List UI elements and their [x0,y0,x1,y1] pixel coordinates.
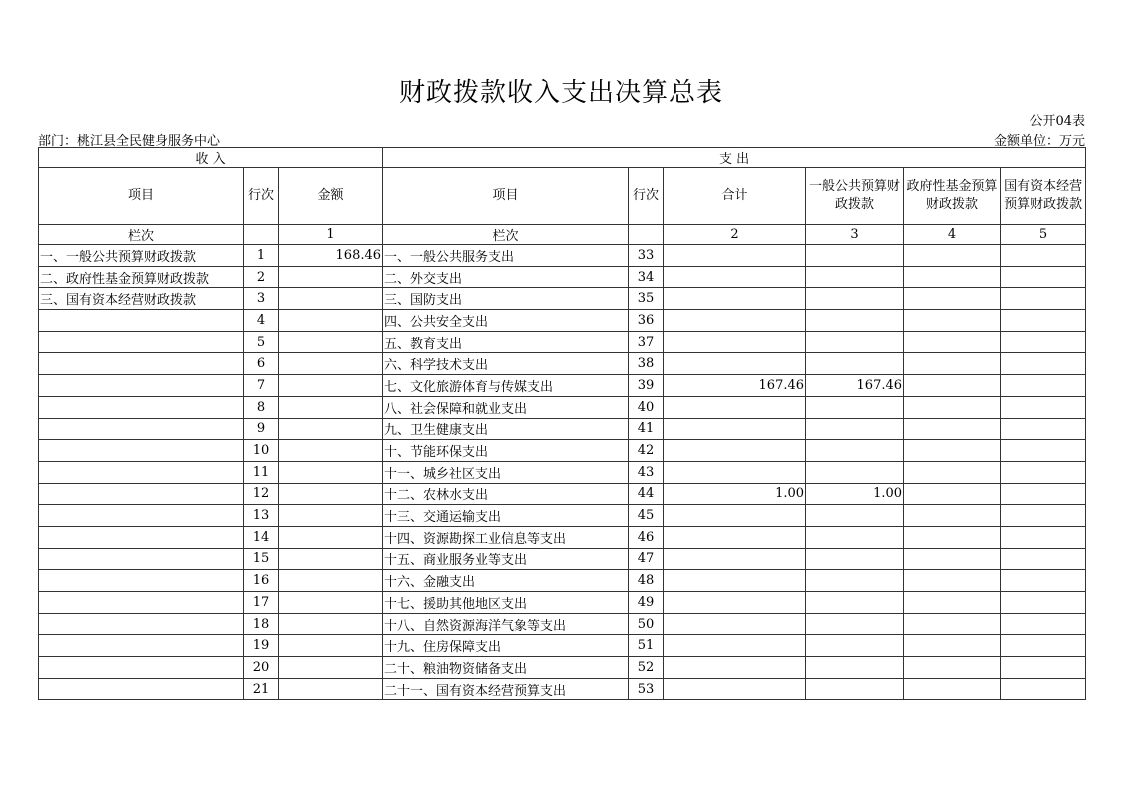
column-number-4: 4 [904,225,1001,245]
state-capital-cell [1001,635,1086,657]
total-cell [664,396,806,418]
page-title: 财政拨款收入支出决算总表 [398,78,723,108]
income-amount-cell [279,266,383,288]
state-capital-header: 国有资本经营预算财政拨款 [1001,168,1086,225]
general-budget-cell [806,592,904,614]
table-row [39,375,1086,397]
table-row [39,440,1086,462]
total-cell [664,245,806,267]
total-cell [664,657,806,679]
state-capital-cell [1001,396,1086,418]
state-capital-cell [1001,678,1086,700]
fund-budget-cell [904,526,1001,548]
general-budget-cell [806,266,904,288]
column-number-1: 1 [279,225,383,245]
total-cell [664,570,806,592]
table-row [39,657,1086,679]
table-row [39,505,1086,527]
income-amount-cell [279,418,383,440]
fund-budget-cell [904,418,1001,440]
income-rowno-cell: 19 [244,635,279,657]
state-capital-cell [1001,505,1086,527]
income-rowno-cell: 12 [244,483,279,505]
income-item-cell [39,657,244,679]
income-item-cell [39,483,244,505]
table-row [39,353,1086,375]
expense-rowno-cell: 48 [629,570,664,592]
income-amount-cell: 168.46 [279,245,383,267]
table-row [39,461,1086,483]
total-cell [664,310,806,332]
fund-budget-cell [904,505,1001,527]
total-cell [664,592,806,614]
general-budget-cell [806,461,904,483]
state-capital-cell [1001,440,1086,462]
table-row [39,396,1086,418]
expense-item-cell: 十九、住房保障支出 [383,635,629,657]
fund-budget-cell [904,657,1001,679]
income-header: 收 入 [39,148,383,168]
fund-budget-cell [904,548,1001,570]
fund-budget-cell [904,396,1001,418]
expense-item-cell: 八、社会保障和就业支出 [383,396,629,418]
fund-budget-cell [904,678,1001,700]
expense-item-cell: 九、卫生健康支出 [383,418,629,440]
general-budget-cell: 1.00 [806,483,904,505]
state-capital-cell [1001,266,1086,288]
general-budget-cell [806,657,904,679]
income-item-cell [39,310,244,332]
income-amount-cell [279,483,383,505]
income-rowno-cell: 15 [244,548,279,570]
table-row [39,245,1086,267]
general-budget-cell [806,310,904,332]
fund-budget-cell [904,570,1001,592]
table-row [39,288,1086,310]
column-label-2: 栏次 [383,225,629,245]
column-number-2: 2 [664,225,806,245]
state-capital-cell [1001,526,1086,548]
header-row-columns [39,168,1086,225]
income-item-cell: 一、一般公共预算财政拨款 [39,245,244,267]
fund-budget-cell [904,331,1001,353]
income-item-cell [39,526,244,548]
fund-budget-cell [904,266,1001,288]
total-cell [664,288,806,310]
general-budget-cell [806,288,904,310]
total-header: 合计 [664,168,806,225]
general-budget-cell [806,570,904,592]
income-item-cell [39,548,244,570]
income-rowno-cell: 10 [244,440,279,462]
total-cell [664,266,806,288]
income-item-cell [39,461,244,483]
expense-rowno-cell: 38 [629,353,664,375]
state-capital-cell [1001,461,1086,483]
fund-budget-cell [904,288,1001,310]
expense-rowno-cell: 43 [629,461,664,483]
income-amount-cell [279,592,383,614]
table-row [39,592,1086,614]
state-capital-cell [1001,613,1086,635]
general-budget-cell [806,353,904,375]
income-amount-header: 金额 [279,168,383,225]
table-row [39,526,1086,548]
table-row [39,483,1086,505]
table-row [39,331,1086,353]
column-blank [244,225,279,245]
income-rowno-cell: 8 [244,396,279,418]
income-item-cell [39,331,244,353]
total-cell [664,505,806,527]
expense-rowno-cell: 46 [629,526,664,548]
unit-label: 金额单位：万元 [993,134,1085,149]
table-row [39,678,1086,700]
total-cell: 1.00 [664,483,806,505]
expense-rowno-cell: 52 [629,657,664,679]
income-amount-cell [279,461,383,483]
income-rowno-cell: 6 [244,353,279,375]
general-budget-cell [806,396,904,418]
expense-rowno-cell: 33 [629,245,664,267]
expense-header: 支 出 [383,148,1086,168]
table-row [39,266,1086,288]
income-rowno-cell: 5 [244,331,279,353]
general-budget-cell [806,678,904,700]
total-cell [664,548,806,570]
state-capital-cell [1001,375,1086,397]
total-cell [664,526,806,548]
expense-item-cell: 十、节能环保支出 [383,440,629,462]
income-amount-cell [279,570,383,592]
fund-budget-cell [904,310,1001,332]
expense-item-cell: 十一、城乡社区支出 [383,461,629,483]
income-rowno-cell: 4 [244,310,279,332]
expense-rowno-header: 行次 [629,168,664,225]
state-capital-cell [1001,483,1086,505]
expense-rowno-cell: 42 [629,440,664,462]
income-amount-cell [279,310,383,332]
income-rowno-cell: 3 [244,288,279,310]
income-rowno-cell: 20 [244,657,279,679]
state-capital-cell [1001,570,1086,592]
column-number-3: 3 [806,225,904,245]
general-budget-cell [806,548,904,570]
income-amount-cell [279,526,383,548]
expense-item-cell: 十二、农林水支出 [383,483,629,505]
total-cell [664,613,806,635]
general-budget-cell [806,440,904,462]
general-budget-cell [806,331,904,353]
expense-item-cell: 十三、交通运输支出 [383,505,629,527]
column-label: 栏次 [39,225,244,245]
expense-item-cell: 十五、商业服务业等支出 [383,548,629,570]
fund-budget-cell [904,483,1001,505]
fund-budget-cell [904,461,1001,483]
fund-budget-cell [904,440,1001,462]
expense-rowno-cell: 39 [629,375,664,397]
department-label: 部门：桃江县全民健身服务中心 [38,134,221,149]
income-rowno-cell: 2 [244,266,279,288]
expense-rowno-cell: 37 [629,331,664,353]
income-item-cell [39,440,244,462]
expense-item-cell: 十七、援助其他地区支出 [383,592,629,614]
expense-item-cell: 四、公共安全支出 [383,310,629,332]
general-budget-header: 一般公共预算财政拨款 [806,168,904,225]
income-item-cell: 二、政府性基金预算财政拨款 [39,266,244,288]
income-rowno-cell: 9 [244,418,279,440]
fund-budget-header: 政府性基金预算财政拨款 [904,168,1001,225]
income-rowno-cell: 7 [244,375,279,397]
income-rowno-cell: 1 [244,245,279,267]
expense-item-cell: 十八、自然资源海洋气象等支出 [383,613,629,635]
table-row [39,418,1086,440]
total-cell [664,418,806,440]
income-amount-cell [279,548,383,570]
header-row-sections [39,148,1086,168]
state-capital-cell [1001,548,1086,570]
income-item-cell [39,613,244,635]
income-item-header: 项目 [39,168,244,225]
expense-rowno-cell: 40 [629,396,664,418]
expense-rowno-cell: 34 [629,266,664,288]
general-budget-cell [806,418,904,440]
income-item-cell: 三、国有资本经营财政拨款 [39,288,244,310]
expense-item-cell: 三、国防支出 [383,288,629,310]
expense-rowno-cell: 44 [629,483,664,505]
income-rowno-cell: 13 [244,505,279,527]
expense-rowno-cell: 47 [629,548,664,570]
column-blank-2 [629,225,664,245]
finance-summary-table [38,147,1086,700]
income-amount-cell [279,678,383,700]
income-item-cell [39,592,244,614]
income-amount-cell [279,657,383,679]
income-amount-cell [279,396,383,418]
state-capital-cell [1001,418,1086,440]
income-item-cell [39,396,244,418]
form-number: 公开04表 [1029,114,1085,129]
income-amount-cell [279,353,383,375]
fund-budget-cell [904,353,1001,375]
total-cell [664,635,806,657]
expense-rowno-cell: 49 [629,592,664,614]
expense-rowno-cell: 45 [629,505,664,527]
general-budget-cell [806,613,904,635]
general-budget-cell [806,505,904,527]
income-amount-cell [279,440,383,462]
general-budget-cell: 167.46 [806,375,904,397]
fund-budget-cell [904,613,1001,635]
expense-item-cell: 十六、金融支出 [383,570,629,592]
expense-rowno-cell: 36 [629,310,664,332]
total-cell [664,461,806,483]
income-item-cell [39,353,244,375]
income-amount-cell [279,613,383,635]
income-item-cell [39,418,244,440]
total-cell [664,353,806,375]
expense-item-cell: 二、外交支出 [383,266,629,288]
expense-rowno-cell: 50 [629,613,664,635]
income-amount-cell [279,505,383,527]
income-rowno-header: 行次 [244,168,279,225]
state-capital-cell [1001,592,1086,614]
state-capital-cell [1001,657,1086,679]
expense-rowno-cell: 35 [629,288,664,310]
expense-item-cell: 五、教育支出 [383,331,629,353]
expense-item-cell: 七、文化旅游体育与传媒支出 [383,375,629,397]
general-budget-cell [806,245,904,267]
table-row [39,570,1086,592]
total-cell [664,331,806,353]
fund-budget-cell [904,592,1001,614]
state-capital-cell [1001,310,1086,332]
expense-item-header: 项目 [383,168,629,225]
general-budget-cell [806,635,904,657]
state-capital-cell [1001,245,1086,267]
income-amount-cell [279,288,383,310]
expense-rowno-cell: 51 [629,635,664,657]
expense-item-cell: 六、科学技术支出 [383,353,629,375]
state-capital-cell [1001,331,1086,353]
expense-rowno-cell: 41 [629,418,664,440]
income-rowno-cell: 18 [244,613,279,635]
income-rowno-cell: 14 [244,526,279,548]
income-item-cell [39,505,244,527]
expense-rowno-cell: 53 [629,678,664,700]
expense-item-cell: 二十、粮油物资储备支出 [383,657,629,679]
general-budget-cell [806,526,904,548]
expense-item-cell: 一、一般公共服务支出 [383,245,629,267]
state-capital-cell [1001,288,1086,310]
total-cell: 167.46 [664,375,806,397]
table-row [39,635,1086,657]
total-cell [664,440,806,462]
income-rowno-cell: 17 [244,592,279,614]
fund-budget-cell [904,375,1001,397]
fund-budget-cell [904,245,1001,267]
column-number-5: 5 [1001,225,1086,245]
column-number-row [39,225,1086,245]
income-amount-cell [279,331,383,353]
income-amount-cell [279,635,383,657]
income-item-cell [39,635,244,657]
income-rowno-cell: 21 [244,678,279,700]
state-capital-cell [1001,353,1086,375]
total-cell [664,678,806,700]
income-rowno-cell: 16 [244,570,279,592]
fund-budget-cell [904,635,1001,657]
income-item-cell [39,375,244,397]
expense-item-cell: 十四、资源勘探工业信息等支出 [383,526,629,548]
table-row [39,613,1086,635]
table-row [39,310,1086,332]
table-row [39,548,1086,570]
income-item-cell [39,678,244,700]
income-item-cell [39,570,244,592]
expense-item-cell: 二十一、国有资本经营预算支出 [383,678,629,700]
income-rowno-cell: 11 [244,461,279,483]
income-amount-cell [279,375,383,397]
